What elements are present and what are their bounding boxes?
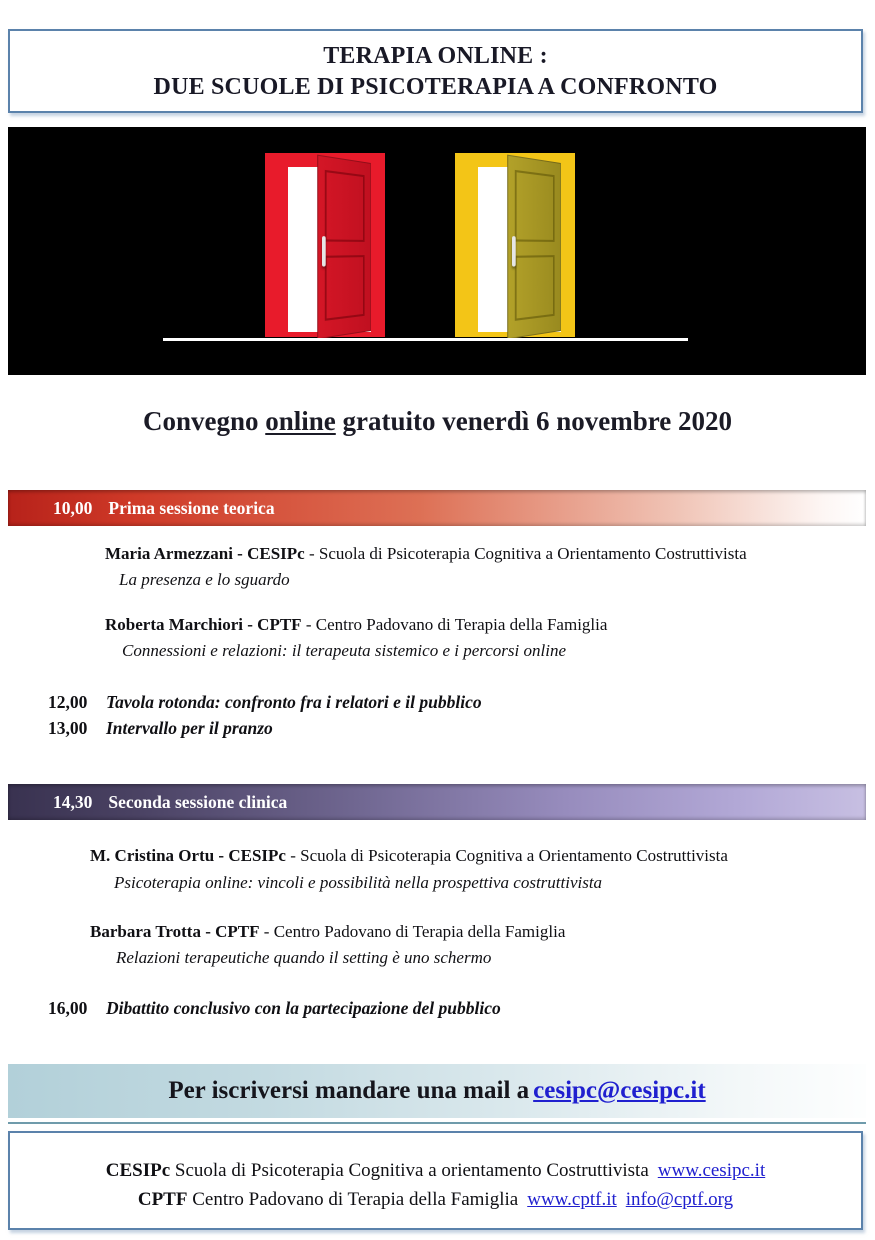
speaker-line: [90, 846, 728, 866]
registration-text: Per iscriversi mandare una mail a: [168, 1077, 530, 1104]
speaker-affiliation: Scuola di Psicoterapia Cognitiva a Orientamento Costruttivista: [300, 846, 728, 865]
event-heading: [0, 406, 875, 437]
door-panel-inset: [515, 169, 555, 241]
separator: -: [301, 615, 316, 634]
cesipc-website-link[interactable]: www.cesipc.it: [657, 1160, 766, 1181]
speaker-line: [105, 544, 747, 564]
door-panel-inset: [325, 169, 365, 241]
session2-label: Seconda sessione clinica: [108, 792, 288, 812]
session1-time: 10,00: [53, 498, 93, 518]
speaker-line: [90, 922, 565, 942]
speaker-affiliation: Centro Padovano di Terapia della Famiglia: [273, 922, 566, 941]
separator: -: [259, 922, 274, 941]
schedule-time: 16,00: [48, 998, 88, 1018]
heading-underlined-word: online: [265, 406, 336, 436]
schedule-row: [48, 718, 273, 739]
separator: -: [304, 544, 319, 563]
schedule-text: Intervallo per il pranzo: [106, 718, 273, 738]
schedule-row: [48, 692, 482, 713]
speaker-affiliation: Scuola di Psicoterapia Cognitiva a Orientamento Costruttivista: [318, 544, 747, 563]
footer-line-cesipc: [10, 1156, 861, 1185]
footer-box: [8, 1131, 863, 1230]
door-handle-icon: [512, 236, 516, 267]
schedule-time: 12,00: [48, 692, 88, 712]
org-description: Scuola di Psicoterapia Cognitiva a orientamento Costruttivista: [170, 1160, 649, 1181]
heading-suffix: gratuito venerdì 6 novembre 2020: [335, 406, 732, 436]
talk-title: Psicoterapia online: vincoli e possibilità nella prospettiva costruttivista: [114, 873, 603, 892]
heading-prefix: Convegno: [142, 406, 266, 436]
page-title-line1: TERAPIA ONLINE :: [323, 43, 548, 69]
red-door-panel: [317, 155, 371, 340]
speaker-name: Maria Armezzani - CESIPc: [105, 544, 305, 563]
cptf-email-link[interactable]: info@cptf.org: [625, 1189, 734, 1211]
talk-title: Relazioni terapeutiche quando il setting è uno schermo: [116, 948, 492, 967]
session1-header-bar: [8, 490, 866, 526]
session2-header-bar: [8, 784, 866, 820]
org-acronym: CPTF: [137, 1189, 188, 1211]
red-door-icon: [265, 153, 385, 337]
speaker-name: Barbara Trotta - CPTF: [90, 922, 260, 941]
speaker-name: M. Cristina Ortu - CESIPc: [90, 846, 286, 865]
registration-bar: [8, 1064, 866, 1118]
talk-title: Connessioni e relazioni: il terapeuta sistemico e i percorsi online: [122, 641, 566, 660]
org-acronym: CESIPc: [105, 1160, 171, 1181]
page-title-line2: DUE SCUOLE DI PSICOTERAPIA A CONFRONTO: [153, 74, 718, 100]
door-handle-icon: [322, 236, 326, 267]
schedule-text: Dibattito conclusivo con la partecipazione del pubblico: [106, 998, 501, 1018]
speaker-affiliation: Centro Padovano di Terapia della Famiglia: [315, 615, 608, 634]
session2-time: 14,30: [53, 792, 93, 812]
schedule-row: [48, 998, 501, 1019]
session1-label: Prima sessione teorica: [108, 498, 275, 518]
yellow-door-icon: [455, 153, 575, 337]
org-description: Centro Padovano di Terapia della Famiglia: [187, 1189, 519, 1211]
schedule-text: Tavola rotonda: confronto fra i relatori e il pubblico: [106, 692, 482, 712]
yellow-door-panel: [507, 155, 561, 340]
registration-email-link[interactable]: cesipc@cesipc.it: [533, 1077, 706, 1104]
talk-title: La presenza e lo sguardo: [119, 570, 290, 589]
cptf-website-link[interactable]: www.cptf.it: [527, 1189, 617, 1211]
door-panel-inset: [515, 255, 555, 320]
title-box: [8, 29, 863, 113]
floor-line: [163, 338, 688, 341]
speaker-name: Roberta Marchiori - CPTF: [105, 615, 302, 634]
doors-illustration: [8, 127, 866, 375]
schedule-time: 13,00: [48, 718, 88, 738]
speaker-line: [105, 615, 607, 635]
door-panel-inset: [325, 255, 365, 320]
separator: -: [285, 846, 301, 865]
divider-line: [8, 1122, 866, 1124]
footer-line-cptf: [10, 1185, 861, 1214]
